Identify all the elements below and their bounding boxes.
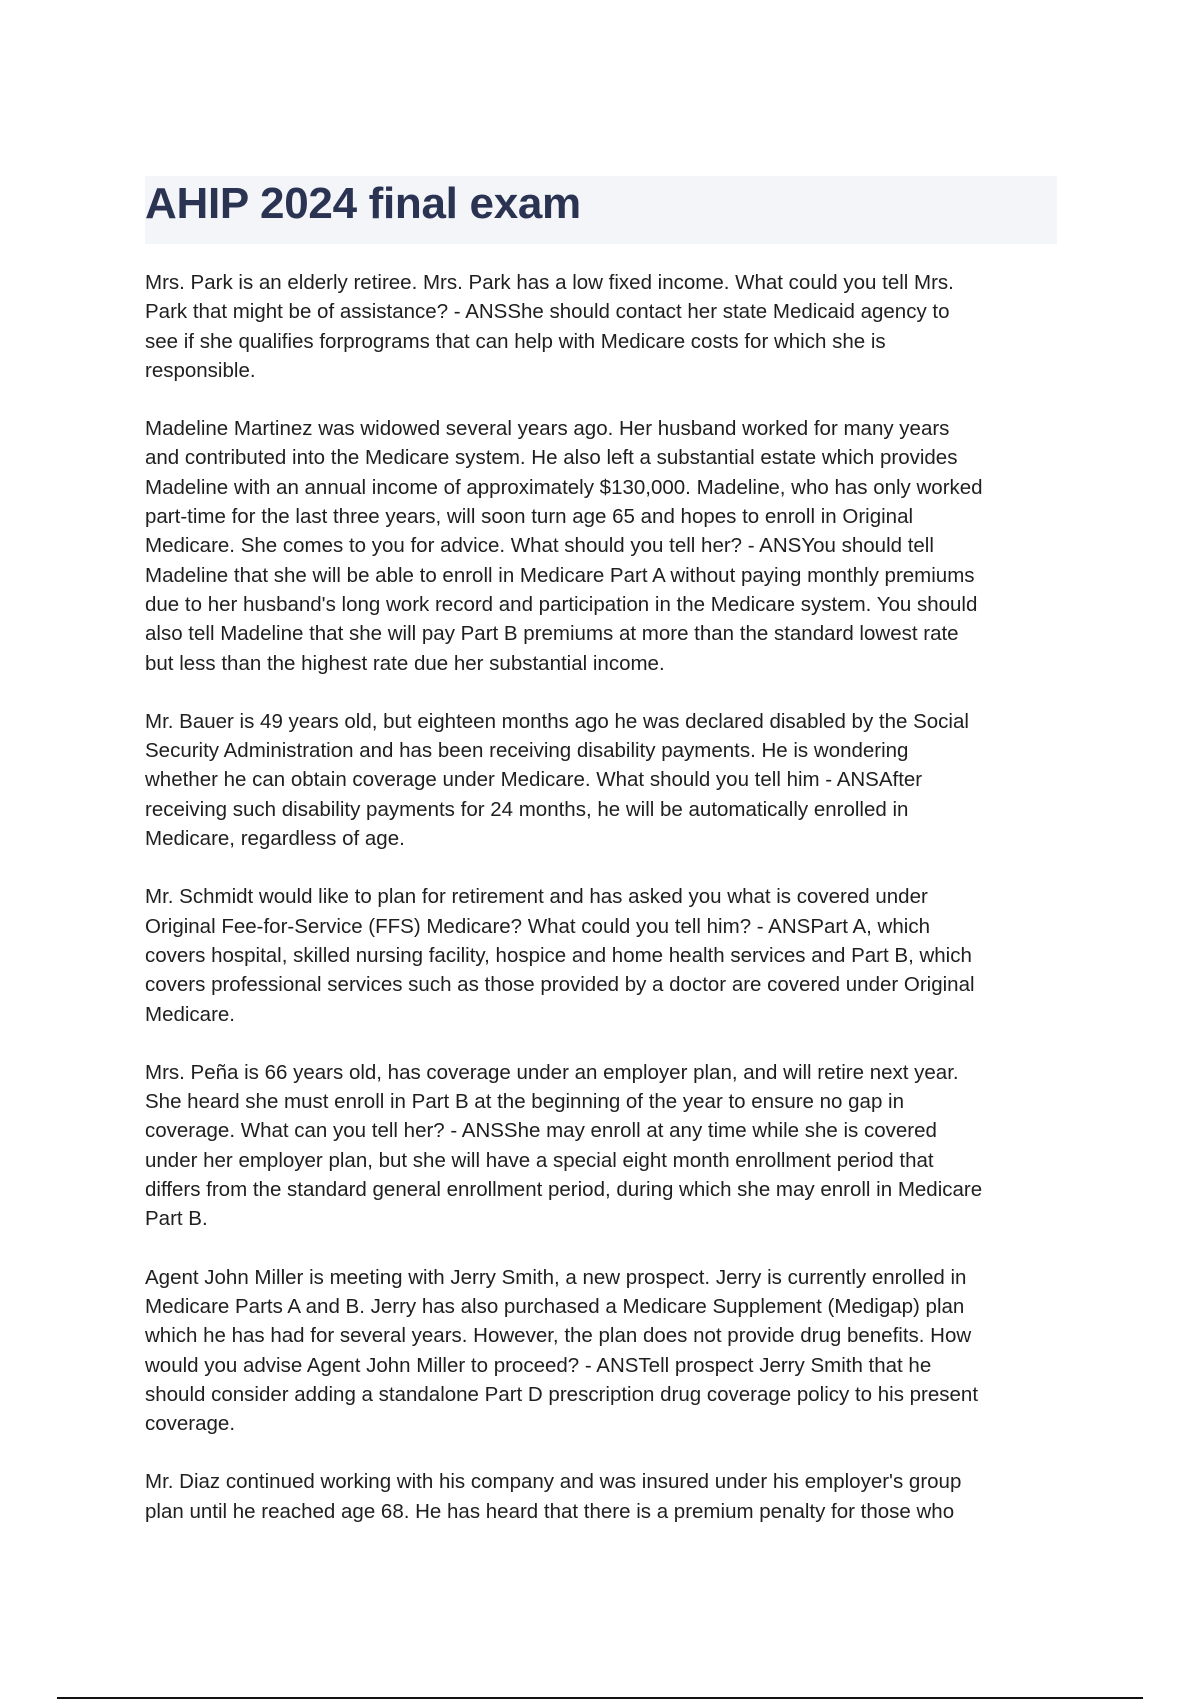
document-title: AHIP 2024 final exam [145,179,581,228]
qa-entry: Mr. Schmidt would like to plan for retirement and has asked you what is covered under Original Fee-for-Service (FFS) Medicare? What could you tell him? - ANSPart A, which covers hospital, skilled nursing facility, hospice and home health services and Part B, which covers professional services such as those provided by a doctor are covered under Original Medicare. [145,885,975,1026]
document-body [145,268,1060,1555]
qa-entry: Mrs. Peña is 66 years old, has coverage under an employer plan, and will retire next year. She heard she must enroll in Part B at the beginning of the year to ensure no gap in coverage. What can you tell her? - ANSShe may enroll at any time while she is covered under her employer plan, but she will have a special eight month enrollment period that differs from the standard general enrollment period, during which she may enroll in Medicare Part B. [145,1060,983,1231]
qa-entry: Agent John Miller is meeting with Jerry Smith, a new prospect. Jerry is currently enrolled in Medicare Parts A and B. Jerry has also purchased a Medicare Supplement (Medigap) plan which he has had for several years. However, the plan does not provide drug benefits. How would you advise Agent John Miller to proceed? - ANSTell prospect Jerry Smith that he should consider adding a standalone Part D prescription drug coverage policy to his present coverage. [145,1265,979,1436]
qa-entry: Madeline Martinez was widowed several years ago. Her husband worked for many years and contributed into the Medicare system. He also left a substantial estate which provides Madeline with an annual income of approximately $130,000. Madeline, who has only worked part-time for the last three years, will soon turn age 65 and hopes to enroll in Original Medicare. She comes to you for advice. What should you tell her? - ANSYou should tell Madeline that she will be able to enroll in Medicare Part A without paying monthly premiums due to her husband's long work record and participation in the Medicare system. You should also tell Madeline that she will pay Part B premiums at more than the standard lowest rate but less than the highest rate due her substantial income. [145,417,983,675]
page-bottom-rule [57,1697,1143,1699]
qa-entry: Mr. Diaz continued working with his company and was insured under his employer's group plan until he reached age 68. He has heard that there is a premium penalty for those who [145,1470,962,1523]
qa-entry: Mr. Bauer is 49 years old, but eighteen months ago he was declared disabled by the Social Security Administration and has been receiving disability payments. He is wondering whether he can obtain coverage under Medicare. What should you tell him - ANSAfter receiving such disability payments for 24 months, he will be automatically enrolled in Medicare, regardless of age. [145,709,969,851]
qa-entry: Mrs. Park is an elderly retiree. Mrs. Park has a low fixed income. What could you tell Mrs. Park that might be of assistance? - ANSShe should contact her state Medicaid agency to see if she qualifies forprograms that can help with Medicare costs for which she is responsible. [145,271,954,382]
